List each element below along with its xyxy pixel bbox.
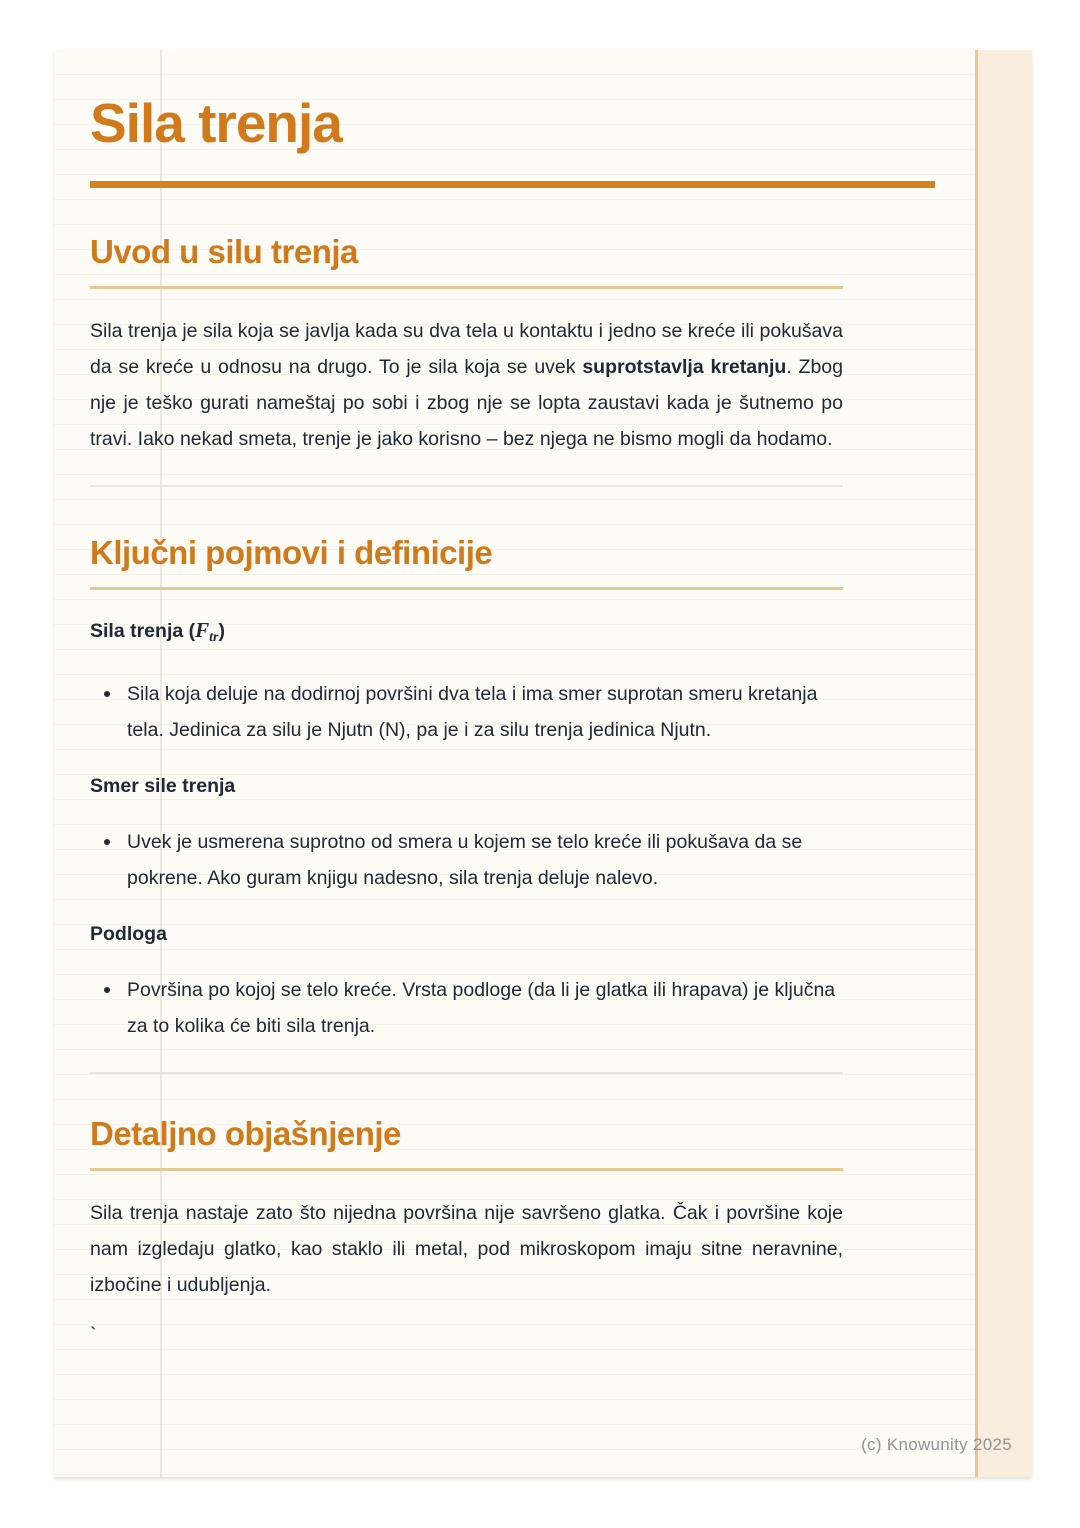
document-page	[54, 50, 1032, 1477]
force-symbol: F	[195, 618, 210, 642]
right-accent-band	[975, 50, 1032, 1477]
section-heading-intro: Uvod u silu trenja	[90, 233, 358, 270]
term-bullets-surface	[90, 972, 843, 1044]
list-item: Površina po kojoj se telo kreće. Vrsta podloge (da li je glatka ili hrapava) je ključna za to kolika će biti sila trenja.	[90, 972, 843, 1044]
term-label-direction: Smer sile trenja	[90, 775, 236, 797]
term-bullets-friction-force	[90, 676, 843, 748]
term-bullets-direction	[90, 824, 843, 896]
section-divider-2	[90, 1072, 843, 1074]
term-label-close: )	[218, 620, 225, 642]
intro-paragraph	[90, 313, 843, 457]
page-title: Sila trenja	[90, 92, 342, 154]
section-rule-intro	[90, 286, 843, 289]
term-label-text: Sila trenja (	[90, 620, 196, 642]
section-heading-details: Detaljno objašnjenje	[90, 1115, 401, 1152]
section-heading-concepts: Ključni pojmovi i definicije	[90, 534, 493, 571]
details-paragraph: Sila trenja nastaje zato što nijedna površina nije savršeno glatka. Čak i površine koje nam izgledaju glatko, kao staklo ili metal, pod mikroskopom imaju sitne neravnine, izbočine i udubljenja.	[90, 1202, 843, 1296]
stray-backtick: `	[90, 1324, 97, 1346]
list-item: Uvek je usmerena suprotno od smera u kojem se telo kreće ili pokušava da se pokrene. Ako guram knjigu nadesno, sila trenja deluje nalevo.	[90, 824, 843, 896]
section-rule-concepts	[90, 587, 843, 590]
intro-paragraph-part1: Sila trenja je sila koja se javlja kada su dva tela u kontaktu i jedno se kreće ili pokušava da se kreće u odnosu na drugo. To je sila koja se uvek	[90, 320, 843, 378]
intro-paragraph-bold: suprotstavlja kretanju	[582, 356, 787, 378]
list-item: Sila koja deluje na dodirnoj površini dva tela i ima smer suprotan smeru kretanja tela. Jedinica za silu je Njutn (N), pa je i za silu trenja jedinica Njutn.	[90, 676, 843, 748]
force-symbol-subscript: tr	[209, 630, 219, 645]
copyright-note: (c) Knowunity 2025	[861, 1435, 1012, 1454]
term-label-surface: Podloga	[90, 923, 167, 945]
section-divider-1	[90, 485, 843, 487]
term-label-friction-force	[90, 616, 843, 652]
page-content	[54, 50, 843, 1353]
intro-paragraph-part2: . Zbog nje je teško gurati nameštaj po sobi i zbog nje se lopta zaustavi kada je šutnemo po travi. Iako nekad smeta, trenje je jako korisno – bez njega ne bismo mogli da hodamo.	[90, 356, 843, 450]
section-rule-details	[90, 1168, 843, 1171]
title-rule	[90, 181, 935, 188]
